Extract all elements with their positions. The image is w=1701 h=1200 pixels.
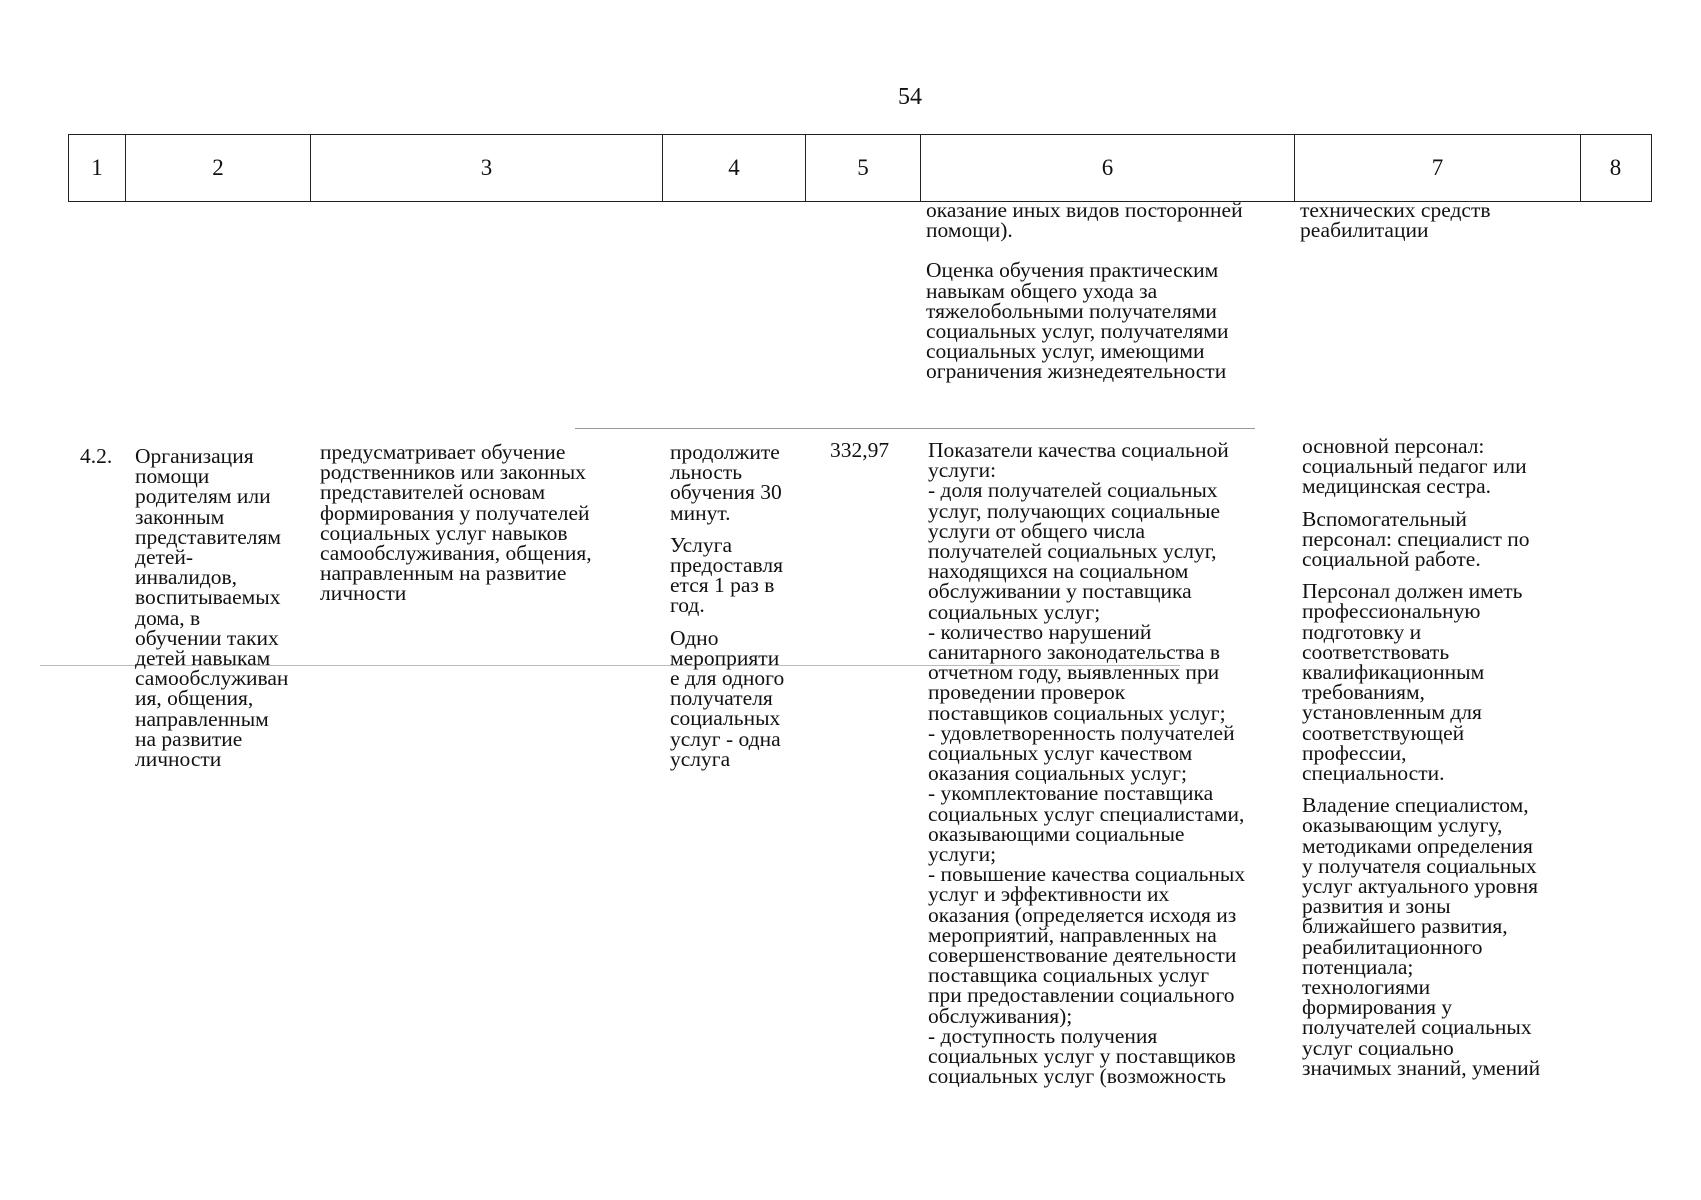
header-col-1: 1 [69, 135, 126, 201]
continuation-col6-para-1: оказание иных видов посторонней помощи). [926, 198, 1243, 243]
page-number: 54 [898, 84, 922, 110]
table-header-row [68, 134, 1652, 202]
service-name: Организация помощи родителям или законным представителям детей- инвалидов, воспитываемых дома, в обучении таких детей навыкам самообслуживан ия, общения, направленным на развитие личности [135, 444, 289, 772]
header-col-4: 4 [663, 135, 806, 201]
continuation-col6 [926, 200, 1243, 394]
header-col-6: 6 [921, 135, 1295, 201]
header-col-8: 8 [1609, 155, 1622, 180]
terms-duration: продолжите льность обучения 30 минут. [670, 440, 782, 525]
conditions-qualification: Персонал должен иметь профессиональную подготовку и соответствовать квалификационным требованиям, установленным для соответствующей профессии, специальности. [1302, 579, 1523, 786]
header-col-5: 5 [806, 135, 921, 201]
header-col-7: 7 [1295, 135, 1581, 201]
row-number: 4.2. [80, 444, 113, 468]
service-terms [670, 442, 784, 781]
service-conditions [1302, 436, 1540, 1090]
conditions-main-staff: основной персонал: социальный педагог или медицинская сестра. [1302, 434, 1527, 499]
scan-rule [575, 428, 1255, 429]
continuation-col7: технических средств реабилитации [1300, 198, 1491, 243]
quality-indicators: Показатели качества социальной услуги: - доля получателей социальных услуг, получающих социальные услуги от общего числа получателей социальных услуг, находящихся на социальном обслуживании у поставщика социальных услуг; - количество нарушений санитарного законодательства в отчетном году, выявленных при проведении проверок поставщиков социальных услуг; - удовлетворенность получателей социальных услуг качеством оказания социальных услуг; - укомплектование поставщика социальных услуг специалистами, оказывающими социальные услуги; - повышение качества социальных услуг и эффективности их оказания (определяется исходя из мероприятий, направленных на совершенствование деятельности поставщика социальных услуг при предоставлении социального обслуживания); - доступность получения социальных услуг у поставщиков социальных услуг (возможность [928, 438, 1246, 1089]
header-col-3: 3 [311, 135, 663, 201]
conditions-support-staff: Вспомогательный персонал: специалист по социальной работе. [1302, 506, 1530, 572]
service-description: предусматривает обучение родственников или законных представителей основам формирования у получателей социальных услуг навыков самообслуживания, общения, направленным на развитие личности [320, 440, 592, 606]
service-price: 332,97 [830, 438, 890, 462]
terms-frequency: Услуга предоставля ется 1 раз в год. [670, 532, 783, 618]
continuation-col6-para-2: Оценка обучения практическим навыкам общего ухода за тяжелобольными получателями социальных услуг, получателями социальных услуг, имеющими ограничения жизнедеятельности [926, 258, 1229, 384]
terms-unit: Одно мероприяти е для одного получателя социальных услуг - одна услуга [670, 625, 785, 771]
header-col-2: 2 [126, 135, 311, 201]
conditions-methods: Владение специалистом, оказывающим услугу, методиками определения у получателя социальных услуг актуального уровня развития и зоны ближайшего развития, реабилитационного потенциала; технологиями формирования у получателей социальных услуг социально значимых знаний, умений [1302, 793, 1541, 1080]
